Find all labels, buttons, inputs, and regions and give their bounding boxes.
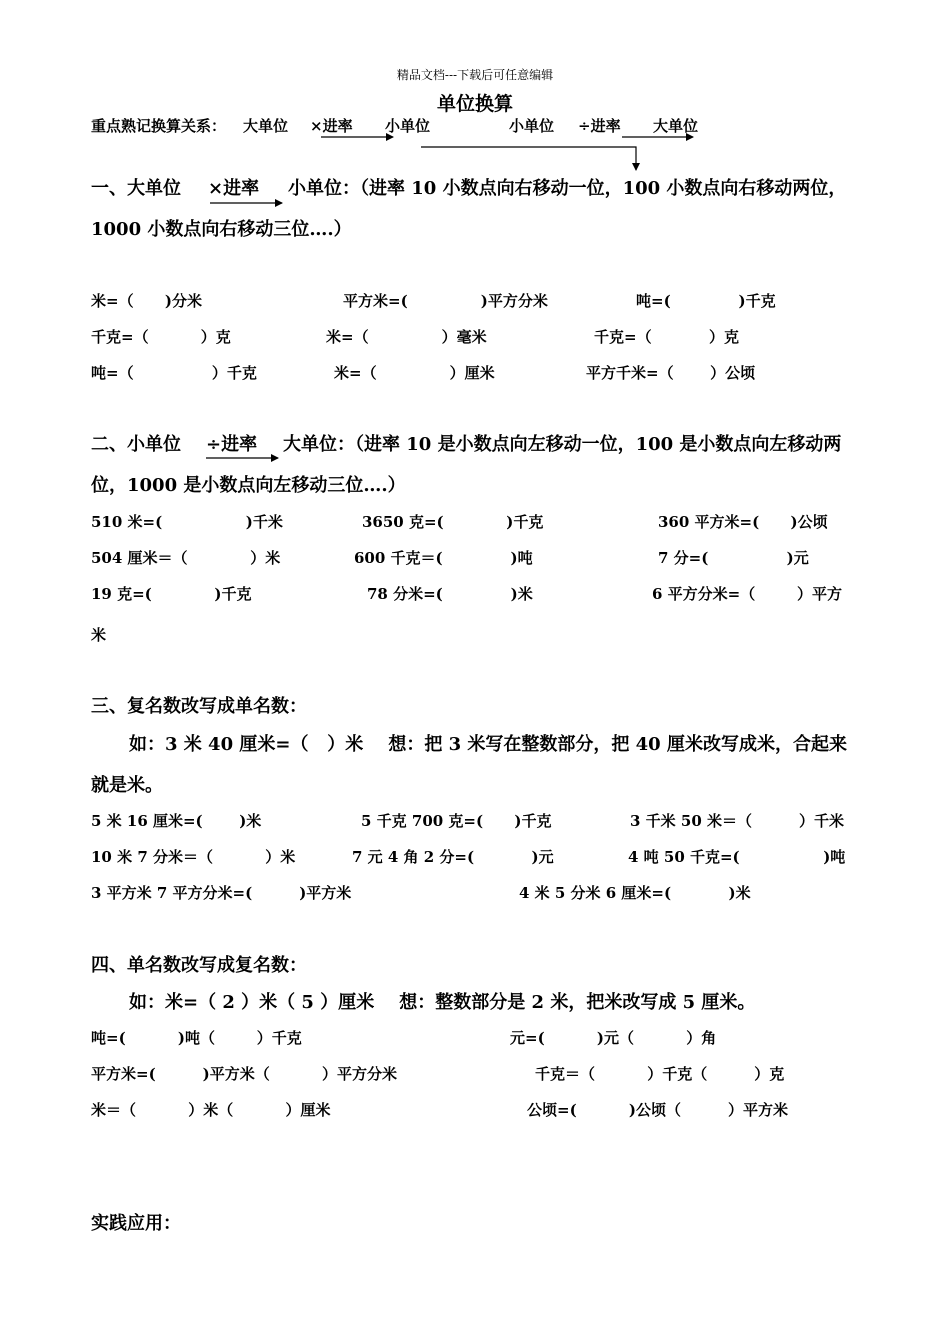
- exercise-item: 504 厘米＝（ ）米: [91, 549, 281, 567]
- exercise-item: 千克＝（ ）千克（ ）克: [535, 1065, 785, 1083]
- exercise-item: 3 千米 50 米＝（ ）千米: [630, 812, 844, 830]
- key-arrow-bracket: [421, 147, 636, 170]
- exercise-item: 米=（ ）毫米: [326, 328, 487, 346]
- exercise-item: 3 平方米 7 平方分米=( )平方米: [91, 884, 352, 902]
- exercise-item: 吨=( )吨（ ）千克: [91, 1029, 302, 1047]
- exercise-item: 4 米 5 分米 6 厘米=( )米: [519, 884, 751, 902]
- section4-heading: 四、单名数改写成复名数：: [91, 955, 307, 976]
- section1-heading-suffix: 小单位：（进率 10 小数点向右移动一位，100 小数点向右移动两位，: [288, 178, 847, 199]
- practice-heading: 实践应用：: [91, 1213, 181, 1234]
- exercise-item: 78 分米=( )米: [367, 585, 533, 603]
- exercise-item: 19 克=( )千克: [91, 585, 252, 603]
- exercise-item: 6 平方分米=（ ）平方: [652, 585, 843, 603]
- key-big-unit-2: 大单位: [653, 117, 699, 135]
- key-multiply-rate: ×进率: [310, 117, 353, 135]
- exercise-item: 吨=（ ）千克: [91, 364, 257, 382]
- exercise-item: 3650 克=( )千克: [362, 513, 544, 531]
- section2-rate: ÷进率: [206, 434, 258, 455]
- exercise-item: 千克=（ ）克: [91, 328, 231, 346]
- exercise-item: 5 千克 700 克=( )千克: [361, 812, 552, 830]
- exercise-item: 吨=( )千克: [636, 292, 776, 310]
- exercise-item: 米＝（ ）米（ ）厘米: [91, 1101, 331, 1119]
- exercise-item: 5 米 16 厘米=( )米: [91, 812, 262, 830]
- page-title: 单位换算: [436, 93, 513, 115]
- section2-heading-prefix: 二、小单位: [91, 434, 181, 455]
- key-divide-rate: ÷进率: [578, 117, 621, 135]
- exercise-item: 600 千克＝( )吨: [354, 549, 533, 567]
- exercise-item-overflow: 米: [91, 626, 107, 644]
- exercise-item: 4 吨 50 千克=( )吨: [628, 848, 846, 866]
- exercise-item: 7 元 4 角 2 分=( )元: [352, 848, 554, 866]
- exercise-item: 平方米=( )平方分米: [343, 292, 548, 310]
- exercise-item: 平方米=( )平方米（ ）平方分米: [91, 1065, 397, 1083]
- section3-example: 如：3 米 40 厘米=（ ）米 想：把 3 米写在整数部分，把 40 厘米改写成米，合起来: [129, 734, 847, 755]
- exercise-item: 米=（ )分米: [91, 292, 202, 310]
- section3-heading: 三、复名数改写成单名数：: [91, 696, 307, 717]
- key-big-unit-1: 大单位: [243, 117, 289, 135]
- exercise-item: 510 米=( )千米: [91, 513, 283, 531]
- key-small-unit-2: 小单位: [509, 117, 555, 135]
- exercise-item: 元=( )元（ ）角: [510, 1029, 717, 1047]
- exercise-item: 公顷=( )公顷（ ）平方米: [527, 1101, 788, 1119]
- section2-heading-line2: 位，1000 是小数点向左移动三位….）: [91, 475, 406, 496]
- exercise-item: 千克=（ ）克: [594, 328, 740, 346]
- section1-heading-line2: 1000 小数点向右移动三位….）: [91, 219, 352, 240]
- key-small-unit-1: 小单位: [385, 117, 431, 135]
- section1-rate: ×进率: [208, 178, 260, 199]
- section4-example: 如：米=（ 2 ）米（ 5 ）厘米 想：整数部分是 2 米，把米改写成 5 厘米。: [129, 992, 756, 1013]
- exercise-item: 360 平方米=( )公顷: [658, 513, 828, 531]
- section2-heading-suffix: 大单位：（进率 10 是小数点向左移动一位，100 是小数点向左移动两: [283, 434, 842, 455]
- exercise-item: 平方千米=（ ）公顷: [586, 364, 756, 382]
- section1-heading-prefix: 一、大单位: [91, 178, 181, 199]
- page-header: 精品文档---下载后可任意编辑: [396, 68, 554, 82]
- exercise-item: 7 分=( )元: [658, 549, 809, 567]
- key-relation-label: 重点熟记换算关系：: [91, 117, 227, 135]
- section3-example-line2: 就是米。: [91, 775, 163, 796]
- exercise-item: 米=（ ）厘米: [334, 364, 495, 382]
- exercise-item: 10 米 7 分米＝（ ）米: [91, 848, 296, 866]
